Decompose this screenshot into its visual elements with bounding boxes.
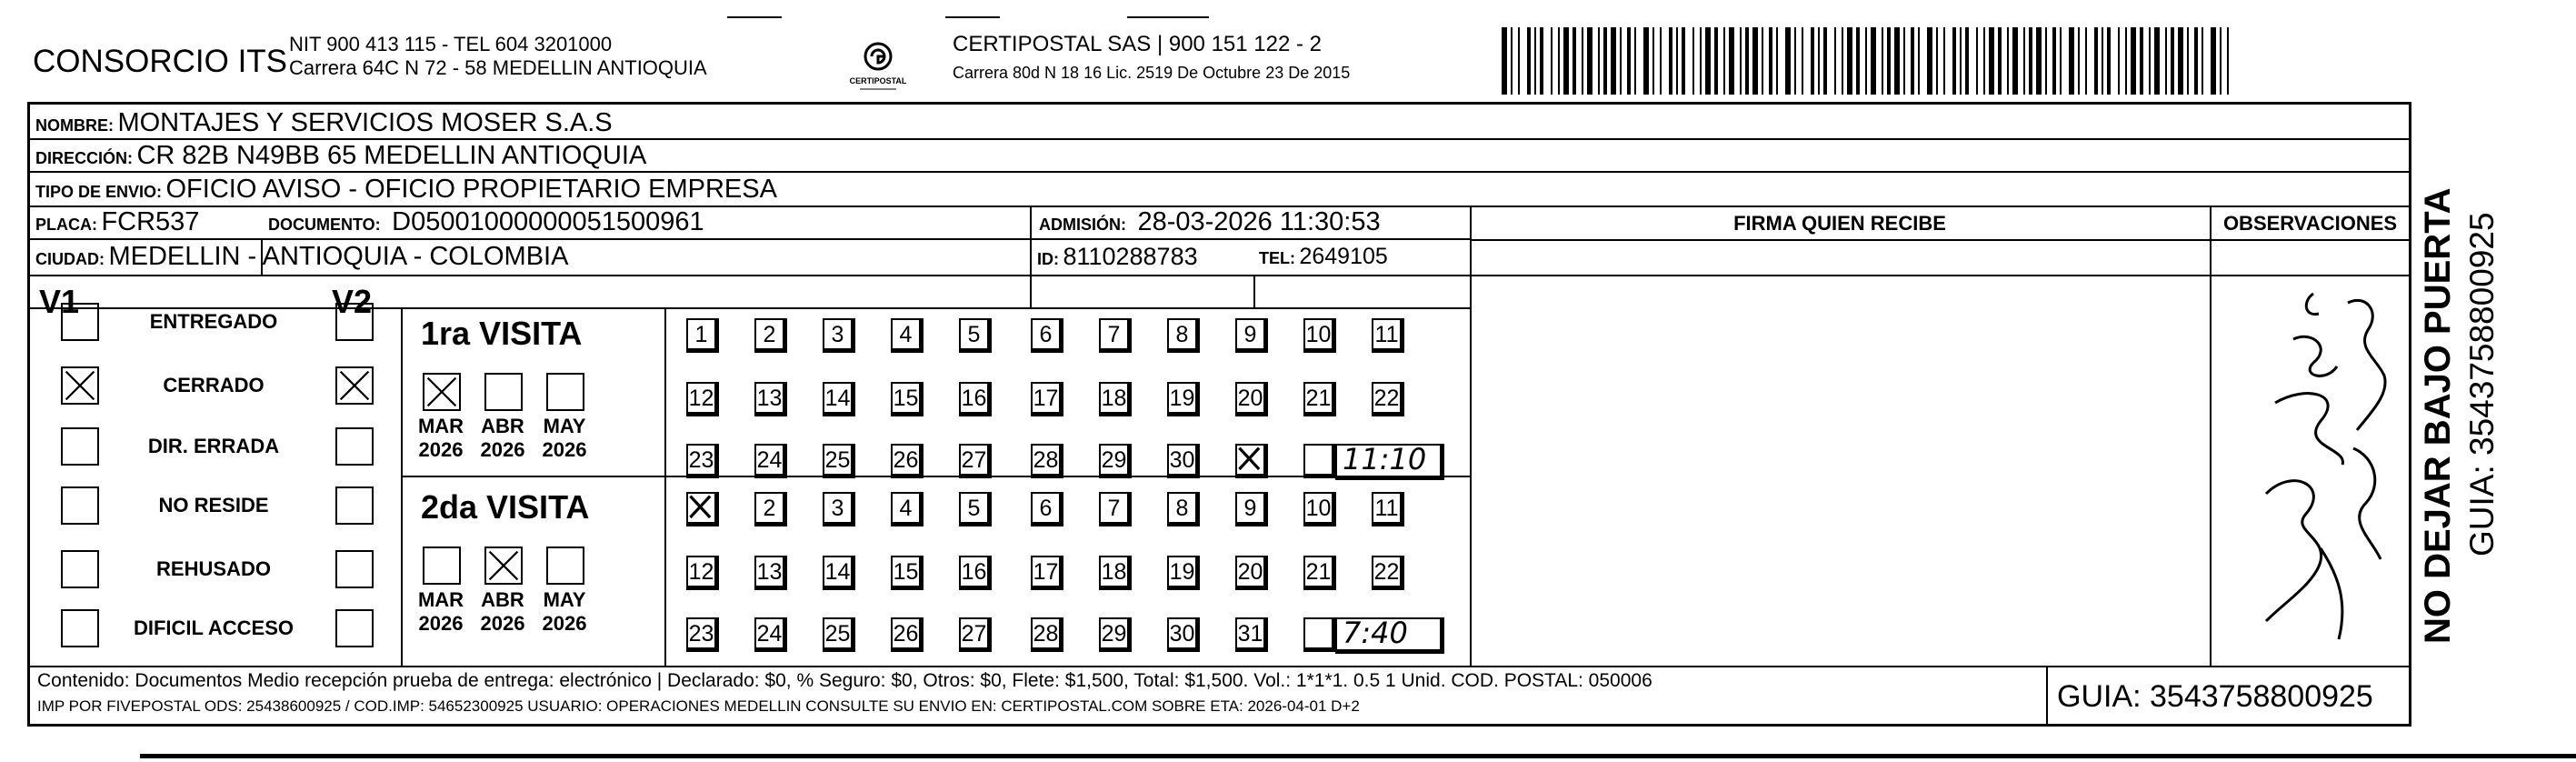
ciudad-row: [35, 242, 568, 276]
direccion-row: [35, 141, 646, 175]
v2-checkbox[interactable]: [335, 303, 374, 341]
month-year: 2026: [542, 612, 587, 635]
id-label: ID:: [1037, 250, 1059, 268]
v2-checkbox[interactable]: [335, 609, 374, 647]
visit-day-box[interactable]: 4: [891, 318, 924, 353]
tipo-envio-row: [35, 175, 777, 208]
admision-label: ADMISIÓN:: [1039, 216, 1126, 234]
visit-day-box[interactable]: 14: [823, 556, 855, 590]
documento-label: DOCUMENTO:: [268, 216, 381, 234]
visit-day-box[interactable]: 21: [1303, 382, 1336, 416]
month-year: 2026: [418, 612, 464, 635]
id-value: 8110288783: [1063, 243, 1198, 270]
side-guia: GUIA: 3543758800925: [2463, 212, 2501, 556]
visit-day-box[interactable]: 17: [1031, 556, 1063, 590]
status-option-label: REHUSADO: [156, 557, 271, 580]
visit-day-box[interactable]: 31: [1235, 617, 1268, 652]
v1-checkbox[interactable]: [61, 366, 99, 405]
nombre-label: NOMBRE:: [35, 116, 114, 135]
visit-day-box[interactable]: [1303, 617, 1336, 652]
placa-label: PLACA:: [35, 216, 97, 234]
month-name: ABR: [481, 588, 524, 611]
month-year: 2026: [480, 438, 525, 461]
v2-header: V2: [332, 283, 373, 320]
recipient-signature: [2212, 276, 2408, 665]
footer-content-line: Contenido: Documentos Medio recepción prueba de entrega: electrónico | Declarado: $0, % Seguro: $0, Otros: $0, Flete: $1,500, Total: $1,500. Vol.: 1*1*1. 0.5 1 Unid. COD. POSTAL: 050006: [37, 670, 1652, 691]
visit-day-box[interactable]: 12: [686, 382, 719, 416]
direccion-value: CR 82B N49BB 65 MEDELLIN ANTIOQUIA: [136, 141, 647, 170]
visit-day-box[interactable]: 2: [754, 318, 787, 353]
visit-day-box[interactable]: 27: [959, 617, 992, 652]
visit-day-box[interactable]: 23: [686, 617, 719, 652]
visit-day-box[interactable]: 18: [1099, 382, 1132, 416]
visit-day-box[interactable]: 27: [959, 444, 992, 478]
ciudad-label: CIUDAD:: [35, 250, 105, 268]
courier-address: Carrera 80d N 18 16 Lic. 2519 De Octubre 23 De 2015: [953, 64, 1351, 82]
visit-day-box[interactable]: 25: [823, 617, 855, 652]
visit-day-box[interactable]: 8: [1167, 318, 1200, 353]
top-edge-line: [727, 16, 782, 18]
visit-day-box[interactable]: 2: [754, 492, 787, 526]
visit-day-box[interactable]: 9: [1235, 318, 1268, 353]
visit-day-box[interactable]: 3: [823, 318, 855, 353]
v1-checkbox[interactable]: [61, 609, 99, 647]
nombre-row: [35, 108, 613, 142]
v1-checkbox[interactable]: [61, 427, 99, 466]
v2-checkbox[interactable]: [335, 427, 374, 466]
visit-month-label: [414, 588, 468, 636]
visit-day-box[interactable]: [686, 492, 719, 526]
visit-day-box[interactable]: 19: [1167, 382, 1200, 416]
visit-day-box[interactable]: 5: [959, 318, 992, 353]
admision-value: 28-03-2026 11:30:53: [1137, 207, 1381, 236]
visit-month-label: [537, 415, 592, 462]
footer-guia: GUIA: 3543758800925: [2057, 679, 2373, 714]
visit-day-box[interactable]: 26: [891, 444, 924, 478]
visit-day-box[interactable]: 25: [823, 444, 855, 478]
visit-day-box[interactable]: 21: [1303, 556, 1336, 590]
visit-day-box[interactable]: 8: [1167, 492, 1200, 526]
v1-header: V1: [39, 283, 80, 320]
visit-day-box[interactable]: 10: [1303, 492, 1336, 526]
visit-day-box[interactable]: 20: [1235, 556, 1268, 590]
visit-day-box[interactable]: 11: [1372, 492, 1404, 526]
tipo-envio-value: OFICIO AVISO - OFICIO PROPIETARIO EMPRESA: [165, 175, 777, 204]
visit-day-box[interactable]: [1235, 444, 1268, 478]
visit-day-box[interactable]: 3: [823, 492, 855, 526]
v1-checkbox[interactable]: [61, 303, 99, 341]
visit-month-label: [475, 588, 530, 636]
ciudad-value: MEDELLIN - ANTIOQUIA - COLOMBIA: [108, 242, 569, 271]
placa-row: [35, 207, 199, 241]
company-address: Carrera 64C N 72 - 58 MEDELLIN ANTIOQUIA: [289, 56, 707, 79]
visit-day-box[interactable]: 18: [1099, 556, 1132, 590]
no-dejar-bajo-puerta-notice: NO DEJAR BAJO PUERTA: [2418, 187, 2458, 644]
month-year: 2026: [418, 438, 464, 461]
visit-day-box[interactable]: 19: [1167, 556, 1200, 590]
tel-value: 2649105: [1299, 244, 1388, 269]
visit-day-box[interactable]: 4: [891, 492, 924, 526]
month-year: 2026: [542, 438, 587, 461]
visit-month-checkbox[interactable]: [423, 546, 461, 585]
visit-day-box[interactable]: 6: [1031, 492, 1063, 526]
visit-title: 2da VISITA: [421, 488, 590, 526]
documento-value: D05001000000051500961: [392, 207, 704, 236]
visit-day-box[interactable]: 24: [754, 444, 787, 478]
top-edge-line: [945, 16, 1000, 18]
visit-day-box[interactable]: 13: [754, 556, 787, 590]
visit-month-checkbox[interactable]: [484, 546, 523, 585]
visit-month-label: [475, 415, 530, 462]
tel-row: [1259, 242, 1388, 275]
visit-day-box[interactable]: 30: [1167, 444, 1200, 478]
visit-day-box[interactable]: [1303, 444, 1336, 478]
visit-day-box[interactable]: 7: [1099, 318, 1132, 353]
visit-day-box[interactable]: 29: [1099, 444, 1132, 478]
visit-time: 7:40: [1343, 616, 1408, 650]
month-name: MAY: [543, 415, 586, 437]
visit-day-box[interactable]: 14: [823, 382, 855, 416]
visit-month-checkbox[interactable]: [546, 373, 584, 411]
top-edge-line: [1127, 16, 1209, 18]
visit-day-box[interactable]: 11: [1372, 318, 1404, 353]
tipo-envio-label: TIPO DE ENVIO:: [35, 183, 163, 201]
visit-day-box[interactable]: 7: [1099, 492, 1132, 526]
v1-checkbox[interactable]: [61, 486, 99, 525]
visit-day-box[interactable]: 5: [959, 492, 992, 526]
visit-day-box[interactable]: 20: [1235, 382, 1268, 416]
visit-month-checkbox[interactable]: [423, 373, 461, 411]
certipostal-logo: [849, 36, 907, 96]
nombre-value: MONTAJES Y SERVICIOS MOSER S.A.S: [117, 108, 613, 137]
month-name: ABR: [481, 415, 524, 437]
visit-day-box[interactable]: 22: [1372, 382, 1404, 416]
visit-day-box[interactable]: 22: [1372, 556, 1404, 590]
v1-checkbox[interactable]: [61, 550, 99, 588]
visit-day-box[interactable]: 10: [1303, 318, 1336, 353]
id-row: [1037, 242, 1198, 276]
visit-day-box[interactable]: 29: [1099, 617, 1132, 652]
visit-day-box[interactable]: 12: [686, 556, 719, 590]
visit-day-box[interactable]: 15: [891, 556, 924, 590]
company-nit-tel: NIT 900 413 115 - TEL 604 3201000: [289, 33, 613, 55]
visit-time-box[interactable]: [1335, 617, 1444, 654]
barcode: [1502, 27, 2234, 95]
logo-text: CERTIPOSTAL: [849, 76, 907, 85]
visit-month-checkbox[interactable]: [546, 546, 584, 585]
status-option-label: CERRADO: [163, 374, 265, 396]
observaciones-header: OBSERVACIONES: [2222, 212, 2398, 235]
visit-day-box[interactable]: 9: [1235, 492, 1268, 526]
visit-time: 11:10: [1343, 442, 1427, 476]
visit-day-box[interactable]: 28: [1031, 444, 1063, 478]
visit-day-box[interactable]: 13: [754, 382, 787, 416]
v2-checkbox[interactable]: [335, 486, 374, 525]
visit-day-box[interactable]: 28: [1031, 617, 1063, 652]
month-name: MAR: [417, 588, 464, 611]
bottom-edge-line: [140, 754, 2576, 758]
visit-day-box[interactable]: 16: [959, 382, 992, 416]
visit-day-box[interactable]: 26: [891, 617, 924, 652]
delivery-form: [27, 102, 2411, 727]
visit-day-box[interactable]: 15: [891, 382, 924, 416]
status-option-label: DIR. ERRADA: [147, 435, 280, 457]
documento-row: [268, 207, 704, 241]
visit-day-box[interactable]: 30: [1167, 617, 1200, 652]
tel-label: TEL:: [1259, 249, 1295, 267]
visit-month-label: [537, 588, 592, 636]
visit-day-box[interactable]: 1: [686, 318, 719, 353]
month-name: MAY: [543, 588, 586, 611]
month-year: 2026: [480, 612, 525, 635]
direccion-label: DIRECCIÓN:: [35, 149, 133, 167]
visit-day-box[interactable]: 24: [754, 617, 787, 652]
company-name: CONSORCIO ITS: [33, 44, 288, 79]
placa-value: FCR537: [101, 207, 200, 236]
month-name: MAR: [417, 415, 464, 437]
visit-day-box[interactable]: 17: [1031, 382, 1063, 416]
footer-print-line: IMP POR FIVEPOSTAL ODS: 25438600925 / COD.IMP: 54652300925 USUARIO: OPERACIONES MEDELLIN CONSULTE SU ENVIO EN: CERTIPOSTAL.COM SOBRE ETA: 2026-04-01 D+2: [37, 697, 1360, 715]
visit-day-box[interactable]: 23: [686, 444, 719, 478]
status-option-label: ENTREGADO: [149, 310, 278, 333]
v2-checkbox[interactable]: [335, 550, 374, 588]
status-option-label: NO RESIDE: [158, 494, 269, 516]
visit-month-checkbox[interactable]: [484, 373, 523, 411]
visit-day-box[interactable]: 6: [1031, 318, 1063, 353]
visit-day-box[interactable]: 16: [959, 556, 992, 590]
courier-nit: CERTIPOSTAL SAS | 900 151 122 - 2: [953, 32, 1322, 56]
status-option-label: DIFICIL ACCESO: [133, 617, 294, 639]
firma-quien-recibe-header: FIRMA QUIEN RECIBE: [1733, 212, 1946, 235]
visit-month-label: [414, 415, 468, 462]
v2-checkbox[interactable]: [335, 366, 374, 405]
visit-title: 1ra VISITA: [421, 315, 583, 352]
admision-row: [1039, 207, 1381, 241]
visit-time-box[interactable]: [1335, 444, 1444, 480]
